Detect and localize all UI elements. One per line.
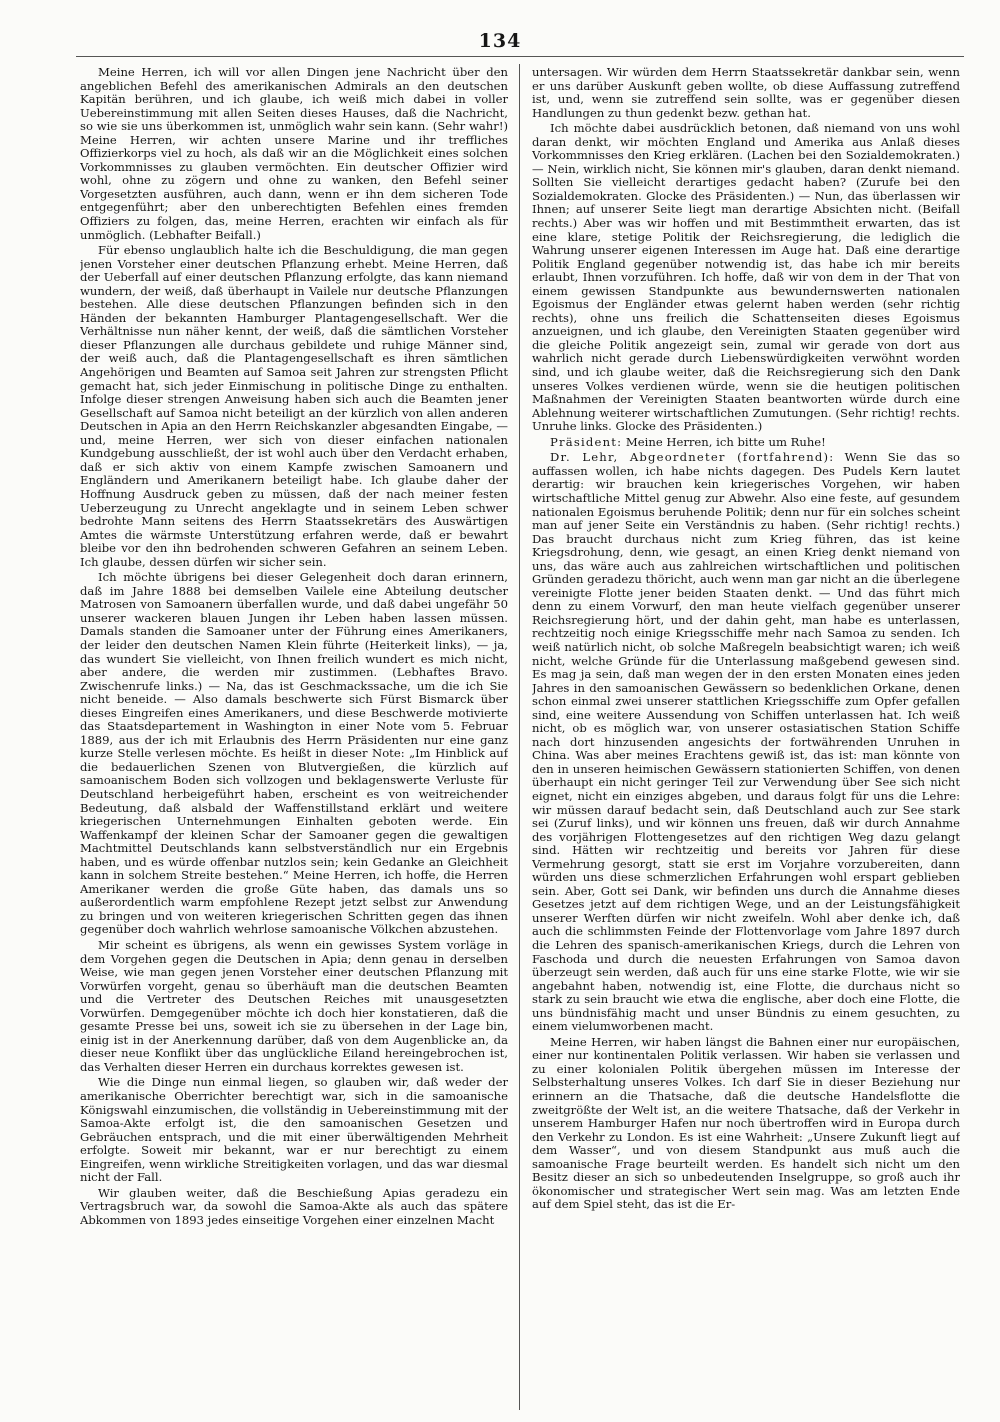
paragraph: Ich möchte dabei ausdrücklich betonen, daß niemand von uns wohl daran denkt, wir möchten England und Amerika aus Anlaß dieses Vorkommnisses den Krieg erklären. (Lachen bei den Sozialdemokraten.) — Nein, wirklich nicht, Sie können mir's glauben, daran denkt niemand. Sollten Sie vielleicht derartiges gedacht haben? (Zurufe bei den Sozialdemokraten. Glocke des Präsidenten.) — Nun, das überlassen wir Ihnen; auf unserer Seite liegt man derartige Absichten nicht. (Beifall rechts.) Aber was wir hoffen und mit Bestimmtheit erwarten, das ist eine klare, stetige Politik der Reichsregierung, die lediglich die Wahrung unserer eigenen Interessen im Auge hat. Daß eine derartige Politik England gegenüber notwendig ist, das habe ich mir bereits erlaubt, Ihnen vorzuführen. Ich hoffe, daß wir von dem in der That von einem gewissen Standpunkte aus bewundernswerten nationalen Egoismus der Engländer etwas gelernt haben werden (sehr richtig rechts), ohne uns freilich die Schattenseiten dieses Egoismus anzueignen, und ich glaube, den Vereinigten Staaten gegenüber wird die gleiche Politik angezeigt sein, zumal wir gerade von dort aus wahrlich nicht gerade durch Liebenswürdigkeiten verwöhnt worden sind, und ich glaube weiter, daß die Reichsregierung sich den Dank unseres Volkes verdienen würde, wenn sie die heutigen politischen Maßnahmen der Vereinigten Staaten beantworten würde durch eine Ablehnung weiterer wirtschaftlichen Zumutungen. (Sehr richtig! rechts. Unruhe links. Glocke des Präsidenten.) (532, 121, 960, 434)
paragraph: Meine Herren, ich will vor allen Dingen jene Nachricht über den angeblichen Befehl des amerikanischen Admirals an den deutschen Kapitän berühren, und ich glaube, ich weiß mich dabei in voller Uebereinstimmung mit allen Seiten dieses Hauses, daß die Nachricht, so wie sie uns überkommen ist, unmöglich wahr sein kann. (Sehr wahr!) Meine Herren, wir achten unsere Marine und ihr treffliches Offizierkorps viel zu hoch, als daß wir an die Möglichkeit eines solchen Vorkommnisses zu glauben vermöchten. Ein deutscher Offizier wird wohl, ohne zu zögern und ohne zu wanken, den Befehl seiner Vorgesetzten ausführen, auch dann, wenn er ihn dem sicheren Tode entgegenführt; aber den unberechtigten Befehlen eines fremden Offiziers zu folgen, das, meine Herren, erachten wir einfach als für unmöglich. (Lebhafter Beifall.) (80, 66, 508, 242)
left-column (80, 66, 508, 1408)
speaker-name: Präsident: (550, 434, 623, 449)
column-divider (519, 64, 520, 1410)
header-rule (76, 56, 964, 57)
speech-text: Wenn Sie das so auffassen wollen, ich habe nichts dagegen. Des Pudels Kern lautet derartig: wir brauchen kein kriegerisches Vorgehen, wir haben wirtschaftliche Mittel genug zur Abwehr. Also eine feste, auf gesundem nationalen Egoismus beruhende Politik; denn nur für ein solches scheint man auf jener Seite ein Verständnis zu haben. (Sehr richtig! rechts.) Das braucht durchaus nicht zum Krieg führen, das ist keine Kriegsdrohung, denn, wie gesagt, an einen Krieg denkt niemand von uns, das wäre auch aus zahlreichen wirtschaftlichen und politischen Gründen geradezu thöricht, auch wenn man gar nicht an die überlegene vereinigte Flotte jener beiden Staaten denkt. — Und das führt mich denn zu einem Vorwurf, den man heute vielfach gegenüber unserer Reichsregierung hört, und der dahin geht, man habe es unterlassen, rechtzeitig noch einige Kriegsschiffe mehr nach Samoa zu senden. Ich weiß natürlich nicht, ob solche Maßregeln beabsichtigt waren; ich weiß nicht, welche Gründe für die Unterlassung maßgebend gewesen sind. Es mag ja sein, daß man wegen der in den ersten Monaten eines jeden Jahres in den samoanischen Gewässern so bedenklichen Orkane, denen schon einmal zwei unserer stattlichen Kriegsschiffe zum Opfer gefallen sind, eine weitere Aussendung von Schiffen unterlassen hat. Ich weiß nicht, ob es möglich war, von unserer ostasiatischen Station Schiffe nach dort hinzusenden angesichts der fortwährenden Unruhen in China. Was aber meines Erachtens gewiß ist, das ist: man könnte von den in unseren heimischen Gewässern stationierten Schiffen, von denen überhaupt ein nicht geringer Teil zur Verwendung über See sich nicht eignet, nicht ein einziges abgeben, und daraus folgt für uns die Lehre: wir müssen darauf bedacht sein, daß Deutschland auch zur See stark sei (Zuruf links), und wir können uns freuen, daß wir durch Annahme des vorjährigen Flottengesetzes auf den richtigen Weg dazu gelangt sind. Hätten wir rechtzeitig und bereits vor Jahren für diese Vermehrung gesorgt, statt sie erst im Vorjahre vorzubereiten, dann würden uns diese schmerzlichen Erfahrungen wohl erspart geblieben sein. Aber, Gott sei Dank, wir befinden uns durch die Annahme dieses Gesetzes jetzt auf dem richtigen Wege, und an der Leistungsfähigkeit unserer Werften dürfen wir nicht zweifeln. Wohl aber denke ich, daß auch die schlimmsten Feinde der Flottenvorlage vom Jahre 1897 durch die Lehren des spanisch-amerikanischen Kriegs, durch die Lehren von Faschoda und durch die neuesten Erfahrungen von Samoa davon überzeugt sein werden, daß auch für uns eine starke Flotte, wie wir sie angebahnt haben, notwendig ist, eine Flotte, die durchaus nicht so stark zu sein braucht wie etwa die englische, aber doch eine Flotte, die uns bündnisfähig macht und unser Bündnis zu einem gesuchten, zu einem vielumworbenen macht. (532, 450, 960, 1034)
page-number: 134 (478, 30, 522, 52)
lehr-speech (532, 451, 960, 1034)
paragraph: Wir glauben weiter, daß die Beschießung Apias geradezu ein Vertragsbruch war, da sowohl die Samoa-Akte als auch das spätere Abkommen von 1893 jedes einseitige Vorgehen einer einzelnen Macht (80, 1185, 508, 1227)
paragraph: Wie die Dinge nun einmal liegen, so glauben wir, daß weder der amerikanische Oberrichter berechtigt war, sich in die samoanische Königswahl einzumischen, die vollständig in Uebereinstimmung mit der Samoa-Akte erfolgt ist, die den samoanischen Gesetzen und Gebräuchen entsprach, und die mit einer überwältigenden Mehrheit erfolgte. Soweit mir bekannt, war er nur berechtigt zu einem Eingreifen, wenn wirkliche Streitigkeiten vorlagen, und das war diesmal nicht der Fall. (80, 1075, 508, 1185)
paragraph: Ich möchte übrigens bei dieser Gelegenheit doch daran erinnern, daß im Jahre 1888 bei demselben Vailele eine Abteilung deutscher Matrosen von Samoanern überfallen wurde, und daß dabei ungefähr 50 unserer wackeren blauen Jungen ihr Leben haben lassen müssen. Damals standen die Samoaner unter der Führung eines Amerikaners, der leider den deutschen Namen Klein führte (Heiterkeit links), — ja, das wundert Sie vielleicht, von Ihnen freilich wundert es mich nicht, aber andere, die werden mir zustimmen. (Lebhaftes Bravo. Zwischenrufe links.) — Na, das ist Geschmackssache, um die ich Sie nicht beneide. — Also damals beschwerte sich Fürst Bismarck über dieses Eingreifen eines Amerikaners, und diese Beschwerde motivierte das Staatsdepartement in Washington in einer Note vom 5. Februar 1889, aus der ich mit Erlaubnis des Herrn Präsidenten nur eine ganz kurze Stelle verlesen möchte. Es heißt in dieser Note: „Im Hinblick auf die bedauerlichen Szenen von Blutvergießen, die kürzlich auf samoanischem Boden sich vollzogen und beklagenswerte Verluste für Deutschland herbeigeführt haben, erscheint es von weitreichender Bedeutung, daß alsbald der Waffenstillstand erklärt und weitere kriegerischen Unternehmungen Einhalten geboten werde. Ein Waffenkampf der kleinen Schar der Samoaner gegen die gewaltigen Machtmittel Deutschlands kann selbstverständlich nur ein Ergebnis haben, und es würde offenbar nutzlos sein; kein Gedanke an Gleichheit kann in solchem Streite bestehen.“ Meine Herren, ich hoffe, die Herren Amerikaner werden die große Güte haben, das damals uns so außerordentlich warm empfohlene Rezept jetzt selbst zur Anwendung zu bringen und von weiteren kriegerischen Schritten gegen das ihnen gegenüber doch wahrlich wehrlose samoanische Völkchen abzustehen. (80, 570, 508, 937)
speaker-name: Dr. Lehr, Abgeordneter (fortfahrend): (550, 450, 835, 465)
paragraph: Meine Herren, wir haben längst die Bahnen einer nur europäischen, einer nur kontinentalen Politik verlassen. Wir haben sie verlassen und zu einer kolonialen Politik übergehen müssen im Interesse der Selbsterhaltung unseres Volkes. Ich darf Sie in dieser Beziehung nur erinnern an die Thatsache, daß die deutsche Handelsflotte die zweitgrößte der Welt ist, an die weitere Thatsache, daß der Verkehr in unserem Hamburger Hafen nur noch übertroffen wird in Europa durch den Verkehr zu London. Es ist eine Wahrheit: „Unsere Zukunft liegt auf dem Wasser“, und von diesem Standpunkt aus muß auch die samoanische Frage beurteilt werden. Es handelt sich nicht um den Besitz dieser an sich so unbedeutenden Inselgruppe, so groß auch ihr ökonomischer und strategischer Wert sein mag. Was am letzten Ende auf dem Spiel steht, das ist die Er- (532, 1034, 960, 1212)
paragraph: Für ebenso unglaublich halte ich die Beschuldigung, die man gegen jenen Vorsteher einer deutschen Pflanzung erhebt. Meine Herren, daß der Ueberfall auf einer deutschen Pflanzung erfolgte, das kann niemand wundern, der weiß, daß überhaupt in Vailele nur deutsche Pflanzungen bestehen. Alle diese deutschen Pflanzungen befinden sich in den Händen der bekannten Hamburger Plantagengesellschaft. Wer die Verhältnisse nun näher kennt, der weiß, daß die sämtlichen Vorsteher dieser Pflanzungen alle durchaus gebildete und ruhige Männer sind, der weiß auch, daß die Plantagengesellschaft es ihren sämtlichen Angehörigen und Beamten auf Samoa seit Jahren zur strengsten Pflicht gemacht hat, sich jeder Einmischung in politische Dinge zu enthalten. Infolge dieser strengen Anweisung haben sich auch die Beamten jener Gesellschaft auf Samoa nicht beteiligt an der kürzlich von allen anderen Deutschen in Apia an den Herrn Reichskanzler abgesandten Eingabe, — und, meine Herren, wer sich von dieser einfachen nationalen Kundgebung ausschließt, der ist wohl auch über den Verdacht erhaben, daß er sich aktiv von einem Kampfe zwischen Samoanern und Engländern und Amerikanern beteiligt habe. Ich glaube daher der Hoffnung Ausdruck geben zu müssen, daß der nach meiner festen Ueberzeugung zu Unrecht angeklagte und in seinem Leben schwer bedrohte Mann seitens des Herrn Staatssekretärs des Auswärtigen Amtes die wärmste Unterstützung erfahren werde, daß er bewahrt bleibe vor den ihn bedrohenden schweren Gefahren an seinem Leben. Ich glaube, dessen dürfen wir sicher sein. (80, 243, 508, 569)
president-remark (532, 436, 960, 450)
paragraph: Mir scheint es übrigens, als wenn ein gewisses System vorläge in dem Vorgehen gegen die Deutschen in Apia; denn genau in derselben Weise, wie man gegen jenen Vorsteher einer deutschen Pflanzung mit Vorwürfen vorgeht, genau so überhäuft man die deutschen Beamten und die Vertreter des Deutschen Reiches mit unausgesetzten Vorwürfen. Demgegenüber möchte ich doch hier konstatieren, daß die gesamte Presse bei uns, soweit ich sie zu übersehen in der Lage bin, einig ist in der Anerkennung darüber, daß von dem Augenblicke an, da dieser neue Konflikt über das unglückliche Eiland hereingebrochen ist, das Verhalten dieser Herren ein durchaus korrektes gewesen ist. (80, 938, 508, 1074)
speech-text: Meine Herren, ich bitte um Ruhe! (625, 434, 826, 449)
paragraph: untersagen. Wir würden dem Herrn Staatssekretär dankbar sein, wenn er uns darüber Auskunft geben wollte, ob diese Auffassung zutreffend ist, und, wenn sie zutreffend sein sollte, was er gegenüber diesen Handlungen zu thun gedenkt bezw. gethan hat. (532, 66, 960, 120)
right-column (532, 66, 960, 1408)
